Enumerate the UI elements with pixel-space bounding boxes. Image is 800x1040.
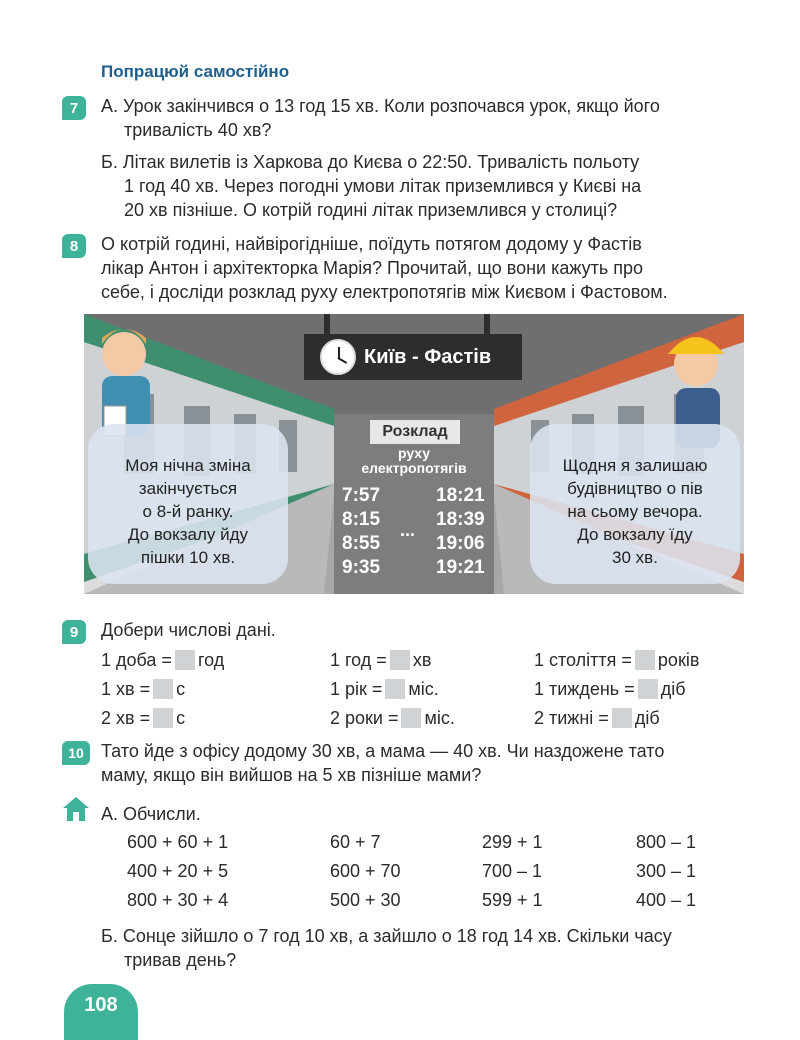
train-time: 7:57: [342, 485, 381, 506]
calc-expression: 299 + 1: [482, 832, 543, 852]
doctor-speech-bubble: [88, 424, 288, 584]
unit-left: 1 год =: [330, 650, 387, 670]
speech-line: на сьому вечора.: [567, 502, 703, 521]
text-line: Б. Літак вилетів із Харкова до Києва о 22:50. Тривалість польоту: [101, 152, 640, 172]
calc-expression: 400 – 1: [636, 890, 697, 910]
unit-fill-item: [534, 677, 686, 701]
schedule-subtitle-line: електропотягів: [361, 460, 467, 476]
calc-expression: 700 – 1: [482, 861, 543, 881]
unit-right: с: [176, 679, 186, 699]
text-line: 1 год 40 хв. Через погодні умови літак приземлився у Києві на: [124, 176, 642, 196]
home-icon: [62, 796, 90, 822]
unit-fill-item: [101, 677, 185, 701]
destination-sign-text: Київ - Фастів: [364, 345, 492, 368]
text-line: Б. Сонце зійшло о 7 год 10 хв, а зайшло о 18 год 14 хв. Скільки часу: [101, 926, 672, 946]
train-time: 18:39: [436, 509, 485, 530]
unit-left: 1 доба =: [101, 650, 172, 670]
morning-times: [342, 484, 380, 580]
unit-right: міс.: [408, 679, 439, 699]
calc-expression: 400 + 20 + 5: [127, 861, 229, 881]
schedule-ellipsis: ...: [400, 520, 416, 540]
exercise-10-text: [101, 739, 746, 787]
text-line: А. Урок закінчився о 13 год 15 хв. Коли розпочався урок, якщо його: [101, 96, 660, 116]
text-line: Тато йде з офісу додому 30 хв, а мама — 40 хв. Чи наздожене тато: [101, 741, 665, 761]
train-time: 8:55: [342, 533, 381, 554]
exercise-9-title: Добери числові дані.: [101, 620, 276, 640]
unit-left: 2 роки =: [330, 708, 399, 728]
unit-fill-item: [101, 706, 185, 730]
unit-right: років: [657, 650, 700, 670]
text-line: тривалість 40 хв?: [124, 120, 272, 140]
train-time: 19:21: [436, 557, 485, 578]
train-station-illustration: [84, 314, 744, 594]
calc-expression: 500 + 30: [330, 890, 401, 910]
homework-b-text: [101, 924, 746, 972]
section-heading: Попрацюй самостійно: [101, 62, 290, 81]
speech-line: пішки 10 хв.: [140, 548, 236, 567]
schedule-subtitle-line: руху: [397, 445, 431, 461]
calc-expression: 800 + 30 + 4: [127, 890, 229, 910]
train-time: 18:21: [436, 485, 485, 506]
homework-a-label: А. Обчисли.: [101, 804, 201, 824]
answer-box[interactable]: [153, 708, 173, 728]
unit-fill-item: [330, 706, 455, 730]
speech-line: закінчується: [138, 479, 238, 498]
calc-expression: 60 + 7: [330, 832, 381, 852]
exercise-7b-text: [101, 150, 746, 222]
answer-box[interactable]: [153, 679, 173, 699]
speech-line: Моя нічна зміна: [125, 456, 251, 475]
exercise-9-badge: 9: [62, 620, 86, 644]
unit-right: хв: [412, 650, 432, 670]
schedule-subtitle: [334, 446, 494, 476]
page-number: 108: [64, 984, 138, 1040]
answer-box[interactable]: [638, 679, 658, 699]
calc-expression: 600 + 60 + 1: [127, 832, 229, 852]
speech-line: будівництво о пів: [567, 479, 703, 498]
calc-expression: 599 + 1: [482, 890, 543, 910]
exercise-7a-text: [101, 94, 746, 142]
destination-sign: [304, 334, 522, 380]
speech-line: До вокзалу йду: [127, 525, 249, 544]
exercise-7-badge: 7: [62, 96, 86, 120]
unit-left: 1 рік =: [330, 679, 383, 699]
unit-right: с: [176, 708, 186, 728]
calc-expression: 800 – 1: [636, 832, 697, 852]
unit-left: 1 століття =: [534, 650, 632, 670]
train-time: 8:15: [342, 509, 381, 530]
text-line: тривав день?: [124, 950, 237, 970]
unit-left: 1 хв =: [101, 679, 151, 699]
train-time: 19:06: [436, 533, 485, 554]
speech-line: Щодня я залишаю: [562, 456, 708, 475]
unit-left: 2 хв =: [101, 708, 151, 728]
text-line: маму, якщо він вийшов на 5 хв пізніше мами?: [101, 765, 482, 785]
architect-speech-bubble: [530, 424, 740, 584]
calc-expression: 600 + 70: [330, 861, 401, 881]
unit-fill-item: [330, 648, 431, 672]
unit-fill-item: [101, 648, 224, 672]
clock-icon: [320, 339, 356, 375]
calc-expression: 300 – 1: [636, 861, 697, 881]
unit-right: год: [197, 650, 225, 670]
evening-times: [436, 484, 485, 580]
unit-left: 2 тижні =: [534, 708, 609, 728]
text-line: О котрій годині, найвірогідніше, поїдуть потягом додому у Фастів: [101, 234, 642, 254]
answer-box[interactable]: [635, 650, 655, 670]
speech-line: о 8-й ранку.: [142, 502, 234, 521]
exercise-8-text: [101, 232, 746, 304]
text-line: 20 хв пізніше. О котрій годині літак приземлився у столиці?: [124, 200, 618, 220]
unit-right: міс.: [424, 708, 455, 728]
unit-fill-item: [330, 677, 439, 701]
answer-box[interactable]: [175, 650, 195, 670]
speech-line: До вокзалу їду: [577, 525, 693, 544]
speech-line: 30 хв.: [612, 548, 658, 567]
answer-box[interactable]: [401, 708, 421, 728]
schedule-title: Розклад: [370, 420, 460, 444]
unit-right: діб: [634, 708, 660, 728]
unit-fill-item: [534, 648, 699, 672]
answer-box[interactable]: [385, 679, 405, 699]
unit-fill-item: [534, 706, 660, 730]
exercise-8-badge: 8: [62, 234, 86, 258]
text-line: лікар Антон і архітекторка Марія? Прочитай, що вони кажуть про: [101, 258, 644, 278]
answer-box[interactable]: [390, 650, 410, 670]
text-line: себе, і досліди розклад руху електропотягів між Києвом і Фастовом.: [101, 282, 668, 302]
train-time: 9:35: [342, 557, 381, 578]
unit-right: діб: [660, 679, 686, 699]
exercise-10-badge: 10: [62, 741, 90, 765]
unit-left: 1 тиждень =: [534, 679, 635, 699]
answer-box[interactable]: [612, 708, 632, 728]
